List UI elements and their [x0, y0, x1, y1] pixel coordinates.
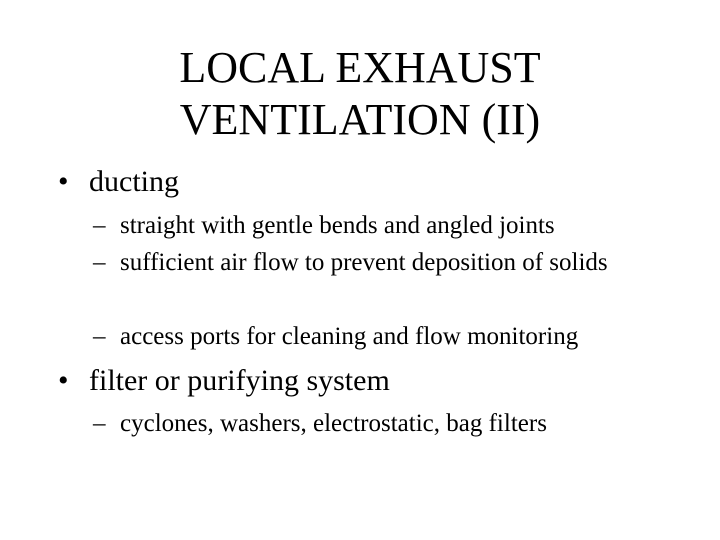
sub-bullet-item [93, 210, 653, 241]
bullet-marker: • [58, 364, 69, 397]
bullet-text: ducting [89, 165, 179, 198]
sub-bullet-text: access ports for cleaning and flow monitoring [120, 323, 579, 350]
sub-bullet-marker: – [93, 410, 106, 437]
sub-bullet-text: straight with gentle bends and angled joints [120, 212, 555, 239]
sub-bullet-text: cyclones, washers, electrostatic, bag filters [120, 410, 547, 437]
sub-bullet-marker: – [93, 212, 106, 239]
sub-bullet-marker: – [93, 249, 106, 276]
sub-bullet-marker: – [93, 323, 106, 350]
bullet-item-ducting [58, 165, 179, 199]
slide-title [60, 42, 660, 146]
slide-title-line-1: LOCAL EXHAUST [179, 43, 541, 92]
sub-bullet-item [93, 408, 653, 439]
bullet-item-filter [58, 364, 390, 398]
bullet-text: filter or purifying system [89, 364, 390, 397]
slide-title-line-2: VENTILATION (II) [179, 95, 541, 144]
sub-bullet-text: sufficient air flow to prevent deposition of solids [120, 249, 608, 276]
sub-bullet-item [93, 321, 653, 352]
sub-bullet-item [93, 247, 613, 278]
bullet-marker: • [58, 165, 69, 198]
